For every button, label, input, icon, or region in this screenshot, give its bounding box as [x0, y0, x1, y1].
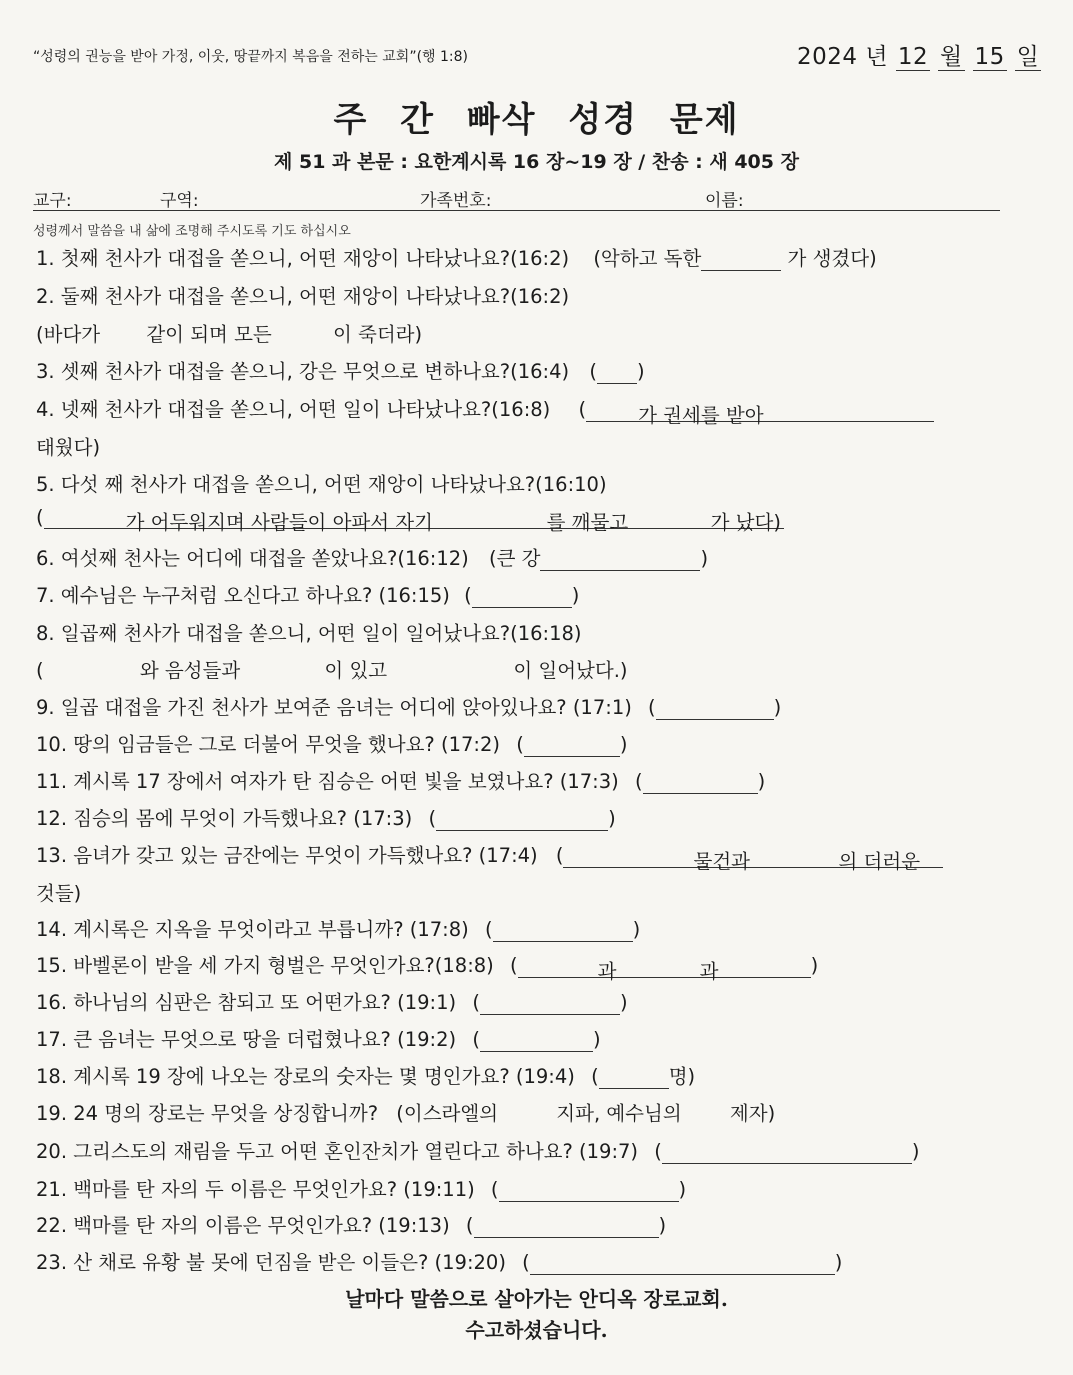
answer-blank[interactable]	[474, 1216, 659, 1238]
question-12	[36, 803, 616, 831]
answer-part: 과	[699, 959, 719, 983]
answer-blank[interactable]	[493, 920, 633, 942]
answer-blank[interactable]	[498, 1105, 550, 1126]
answer-part: 이 있고	[324, 659, 388, 682]
answer-part: (	[591, 1065, 599, 1088]
answer-blank[interactable]	[662, 1142, 912, 1164]
question-19	[36, 1098, 775, 1126]
answer-close: )	[911, 1140, 920, 1163]
answer-open: (	[472, 1028, 480, 1051]
answer-part: (이스라엘의	[396, 1102, 499, 1125]
prayer-instruction: 성령께서 말씀을 내 삶에 조명해 주시도록 기도 하십시오	[33, 224, 351, 239]
question-text: 14. 계시록은 지옥을 무엇이라고 부릅니까? (17:8)	[36, 918, 469, 941]
question-5	[36, 469, 607, 497]
question-text: 22. 백마를 탄 자의 이름은 무엇인가요? (19:13)	[36, 1214, 450, 1237]
answer-part: (악하고 독한	[593, 247, 702, 270]
answer-close: )	[608, 807, 616, 830]
family-number-field-label: 가족번호:	[420, 191, 492, 211]
question-text: 13. 음녀가 갖고 있는 금잔에는 무엇이 가득했나요? (17:4)	[36, 844, 538, 867]
answer-blank[interactable]	[240, 662, 318, 683]
answer-blank[interactable]	[656, 698, 774, 720]
answer-part: 제자)	[729, 1102, 776, 1125]
question-5-answer	[36, 506, 784, 534]
date-month-unit: 월	[939, 44, 963, 70]
date-day: 15	[974, 44, 1005, 70]
answer-blank[interactable]	[100, 326, 140, 347]
question-text: 11. 계시록 17 장에서 여자가 탄 짐승은 어떤 빛을 보였나요? (17:3)	[36, 770, 619, 793]
answer-close: )	[658, 1214, 667, 1237]
closing-line-2: 수고하셨습니다.	[465, 1318, 608, 1342]
answer-blank[interactable]	[597, 362, 637, 384]
answer-part: 물건과	[693, 849, 750, 873]
answer-part: 이 죽더라)	[332, 323, 423, 346]
question-3	[36, 356, 645, 384]
answer-open: (	[472, 991, 480, 1014]
question-text: 23. 산 채로 유황 불 못에 던짐을 받은 이들은? (19:20)	[36, 1251, 506, 1274]
question-text: 21. 백마를 탄 자의 두 이름은 무엇인가요? (19:11)	[36, 1178, 475, 1201]
answer-close: )	[636, 360, 645, 383]
answer-blank[interactable]	[480, 1030, 593, 1052]
answer-blank[interactable]	[682, 1105, 724, 1126]
question-text: 16. 하나님의 심판은 참되고 또 어떤가요? (19:1)	[36, 991, 457, 1014]
answer-blank[interactable]	[472, 586, 572, 608]
answer-blank[interactable]	[563, 846, 943, 873]
answer-part: 명)	[668, 1065, 696, 1088]
question-text: 19. 24 명의 장로는 무엇을 상징합니까?	[36, 1102, 379, 1125]
answer-part: (	[578, 398, 587, 421]
question-8-answer	[36, 655, 628, 683]
answer-part: 가 났다)	[710, 510, 781, 534]
answer-part: 를 깨물고	[546, 510, 629, 534]
answer-open: (	[516, 733, 524, 756]
answer-open: (	[490, 1178, 499, 1201]
lesson-subtitle: 제 51 과 본문 : 요한계시록 16 장~19 장 / 찬송 : 새 405 장	[274, 151, 799, 173]
answer-blank[interactable]	[599, 1067, 669, 1089]
question-7	[36, 580, 579, 608]
question-10	[36, 729, 627, 757]
answer-blank[interactable]	[701, 249, 781, 271]
question-18	[36, 1061, 695, 1089]
question-1	[36, 243, 877, 271]
answer-blank[interactable]	[499, 1180, 679, 1202]
question-text: 4. 넷째 천사가 대접을 쏟으니, 어떤 일이 나타났나요?(16:8)	[36, 398, 551, 421]
answer-blank[interactable]	[586, 400, 934, 427]
question-text: 12. 짐승의 몸에 무엇이 가득했나요? (17:3)	[36, 807, 413, 830]
answer-blank[interactable]	[540, 549, 700, 571]
answer-part: 와 음성들과	[139, 659, 241, 682]
answer-open: (	[522, 1251, 530, 1274]
church-motto: “성령의 권능을 받아 가정, 이웃, 땅끝까지 복음을 전하는 교회”(행 1:8)	[33, 49, 469, 65]
question-16	[36, 987, 628, 1015]
answer-part: 것들)	[36, 882, 82, 905]
answer-blank[interactable]	[524, 735, 620, 757]
page-title: 주 간 빠삭 성경 문제	[333, 100, 740, 140]
question-text: 20. 그리스도의 재림을 두고 어떤 혼인잔치가 열린다고 하나요? (19:7)	[36, 1140, 639, 1163]
answer-close: )	[834, 1251, 843, 1274]
answer-open: (	[589, 360, 597, 383]
answer-blank[interactable]	[387, 662, 507, 683]
answer-open: (	[634, 770, 643, 793]
answer-part: 과	[597, 959, 617, 983]
answer-open: (	[428, 807, 437, 830]
question-text: 7. 예수님은 누구처럼 오신다고 하나요? (16:15)	[36, 584, 450, 607]
question-23	[36, 1247, 842, 1275]
question-text: 2. 둘째 천사가 대접을 쏟으니, 어떤 재앙이 나타났나요?(16:2)	[36, 285, 570, 308]
answer-close: )	[810, 954, 819, 977]
answer-close: )	[678, 1178, 687, 1201]
question-13-continued	[36, 878, 81, 906]
answer-close: )	[773, 696, 782, 719]
answer-blank[interactable]	[518, 956, 811, 983]
question-15	[36, 950, 819, 983]
answer-part: (	[510, 954, 518, 977]
answer-blank[interactable]	[643, 772, 758, 794]
answer-close: )	[632, 918, 641, 941]
question-22	[36, 1210, 666, 1238]
info-fields-row	[33, 186, 1000, 211]
date-year-unit: 년	[865, 44, 889, 70]
answer-part: (	[555, 844, 564, 867]
question-17	[36, 1024, 601, 1052]
answer-close: )	[619, 991, 628, 1014]
date-day-unit: 일	[1016, 44, 1040, 70]
answer-part: 가 권세를 받아	[638, 403, 764, 427]
worksheet-date	[797, 38, 1041, 71]
question-2-answer	[36, 319, 422, 347]
answer-close: )	[592, 1028, 601, 1051]
question-9	[36, 692, 781, 720]
answer-part: (바다가	[36, 323, 101, 346]
answer-blank[interactable]	[530, 1253, 835, 1275]
answer-open: (	[465, 1214, 474, 1237]
question-4-continued	[36, 432, 100, 460]
answer-close: )	[700, 547, 709, 570]
question-4	[36, 394, 934, 427]
answer-part: 가 생겼다)	[787, 247, 877, 270]
answer-part: (	[36, 506, 44, 529]
answer-open: (	[464, 584, 472, 607]
answer-part: 지파, 예수님의	[556, 1102, 682, 1125]
question-text: 6. 여섯째 천사는 어디에 대접을 쏟았나요?(16:12)	[36, 547, 469, 570]
question-text: 9. 일곱 대접을 가진 천사가 보여준 음녀는 어디에 앉아있나요? (17:1)	[36, 696, 632, 719]
date-year: 2024	[797, 44, 858, 70]
answer-part: (	[36, 659, 44, 682]
question-text: 3. 셋째 천사가 대접을 쏟으니, 강은 무엇으로 변하나요?(16:4)	[36, 360, 570, 383]
answer-part: 태웠다)	[36, 436, 101, 459]
answer-part: 같이 되며 모든	[146, 323, 272, 346]
question-text: 1. 첫째 천사가 대접을 쏟으니, 어떤 재앙이 나타났나요?(16:2)	[36, 247, 570, 270]
question-13	[36, 840, 943, 873]
question-14	[36, 914, 640, 942]
answer-close: )	[757, 770, 766, 793]
answer-part: (큰 강	[488, 547, 541, 570]
answer-open: (	[484, 918, 493, 941]
name-field-label: 이름:	[705, 191, 744, 211]
date-month: 12	[897, 44, 929, 70]
answer-part: 가 어두워지며 사람들이 아파서 자기	[125, 510, 433, 534]
answer-blank[interactable]	[44, 507, 784, 534]
question-11	[36, 766, 765, 794]
answer-open: (	[654, 1140, 662, 1163]
answer-blank[interactable]	[480, 993, 620, 1015]
answer-close: )	[619, 733, 628, 756]
question-text: 15. 바벨론이 받을 세 가지 형벌은 무엇인가요?(18:8)	[36, 954, 494, 977]
question-text: 17. 큰 음녀는 무엇으로 땅을 더럽혔나요? (19:2)	[36, 1028, 457, 1051]
question-text: 5. 다섯 째 천사가 대접을 쏟으니, 어떤 재앙이 나타났나요?(16:10)	[36, 473, 607, 496]
church-field-label: 교구:	[33, 191, 72, 211]
answer-part: 의 더러운	[838, 849, 921, 873]
question-21	[36, 1174, 686, 1202]
answer-blank[interactable]	[272, 326, 327, 347]
question-text: 18. 계시록 19 장에 나오는 장로의 숫자는 몇 명인가요? (19:4)	[36, 1065, 575, 1088]
answer-part: 이 일어났다.)	[513, 659, 628, 682]
district-field-label: 구역:	[160, 191, 199, 211]
question-20	[36, 1136, 919, 1164]
question-8	[36, 618, 582, 646]
closing-line-1: 날마다 말씀으로 살아가는 안디옥 장로교회.	[345, 1287, 728, 1311]
answer-blank[interactable]	[436, 809, 608, 831]
answer-blank[interactable]	[44, 662, 134, 683]
question-2	[36, 281, 569, 309]
question-text: 10. 땅의 임금들은 그로 더불어 무엇을 했나요? (17:2)	[36, 733, 500, 756]
answer-close: )	[571, 584, 580, 607]
question-6	[36, 543, 708, 571]
answer-open: (	[648, 696, 656, 719]
question-text: 8. 일곱째 천사가 대접을 쏟으니, 어떤 일이 일어났나요?(16:18)	[36, 622, 582, 645]
